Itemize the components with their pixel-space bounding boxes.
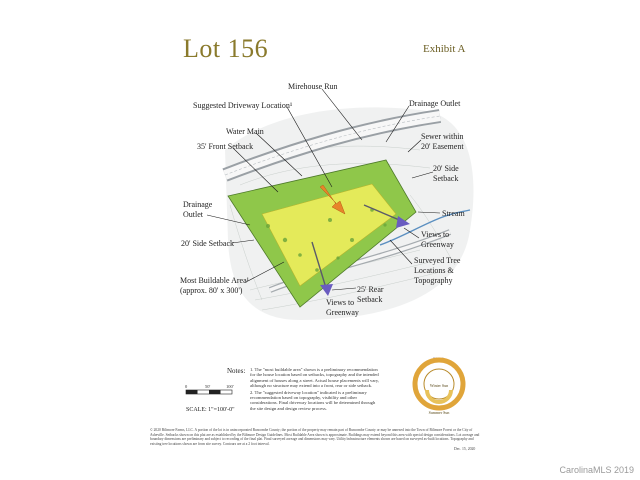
north-sun-compass [409,354,469,416]
footer-disclaimer: © 2020 Biltmore Farms, LLC. A portion of the lot is in unincorporated Buncombe County; the portion of the property may remain part of Buncombe County or may be annexed into the Town of Biltmore Forest or the City of Asheville. Setbacks shown on this plat are as established by the Biltmore Design Guidelines. Most Buildable Area shown is approximate. Buildings may extend beyond this area with special design considerations. Lot acreage and boundary dimensions are preliminary and subject to recording of the final plat. Final surveyed acreage and dimensions may vary. Utility/infrastructure elements shown are based on surveyed as-built locations. Topography and existing tree locations shown are from site survey. Contours are at a 2 foot interval. [150,428,480,446]
notes-title: Notes: [227,367,246,375]
winter-sun-label: Winter Sun [429,383,449,388]
label-views-greenway-right: Views to Greenway [421,230,454,249]
label-surveyed-trees: Surveyed Tree Locations & Topography [414,256,461,285]
label-most-buildable-area: Most Buildable Area¹ (approx. 80' x 300') [180,276,250,295]
label-water-main: Water Main [226,127,264,136]
scale-tick-100: 100' [226,384,234,389]
notes-block [250,367,380,412]
label-drainage-outlet-left: Drainage Outlet [183,200,213,219]
summer-sun-label: Summer Sun [428,410,450,415]
label-mirehouse-run: Mirehouse Run [288,82,338,91]
lot-title: Lot 156 [183,34,269,63]
label-views-greenway-bottom: Views to Greenway [326,298,359,317]
note-2: 2. The "suggested driveway location" indicated is a preliminary recommendation based on topography, visibility and other considerations. Final driveway locations will be determined through the site design and design review process. [250,389,376,411]
label-sewer-easement: Sewer within 20' Easement [421,132,464,151]
scale-label: SCALE: 1"=100'-0" [186,407,235,413]
note-1: 1. The "most buildable area" shown is a preliminary recommendation for the house location based on setbacks, topography and the intended alignment of houses along a street. Actual house placements will vary, although no structure may extend into a front, rear or side setback. [250,367,380,389]
label-rear-setback: 25' Rear Setback [357,285,384,304]
mls-watermark: CarolinaMLS 2019 [559,465,634,475]
label-front-setback: 35' Front Setback [197,142,254,151]
scale-tick-50: 50' [205,384,211,389]
scale-bar [186,390,232,394]
scale-tick-0: 0 [185,384,188,389]
label-drainage-outlet-top: Drainage Outlet [409,99,461,108]
label-side-setback-right: 20' Side Setback [433,164,459,183]
footer-date: Dec. 15, 2020 [454,447,476,451]
compass-north-label: North [433,358,445,363]
label-stream: Stream [442,209,465,218]
exhibit-label: Exhibit A [423,43,466,55]
label-suggested-driveway: Suggested Driveway Location¹ [193,101,293,110]
label-side-setback-left: 20' Side Setback [181,239,234,248]
